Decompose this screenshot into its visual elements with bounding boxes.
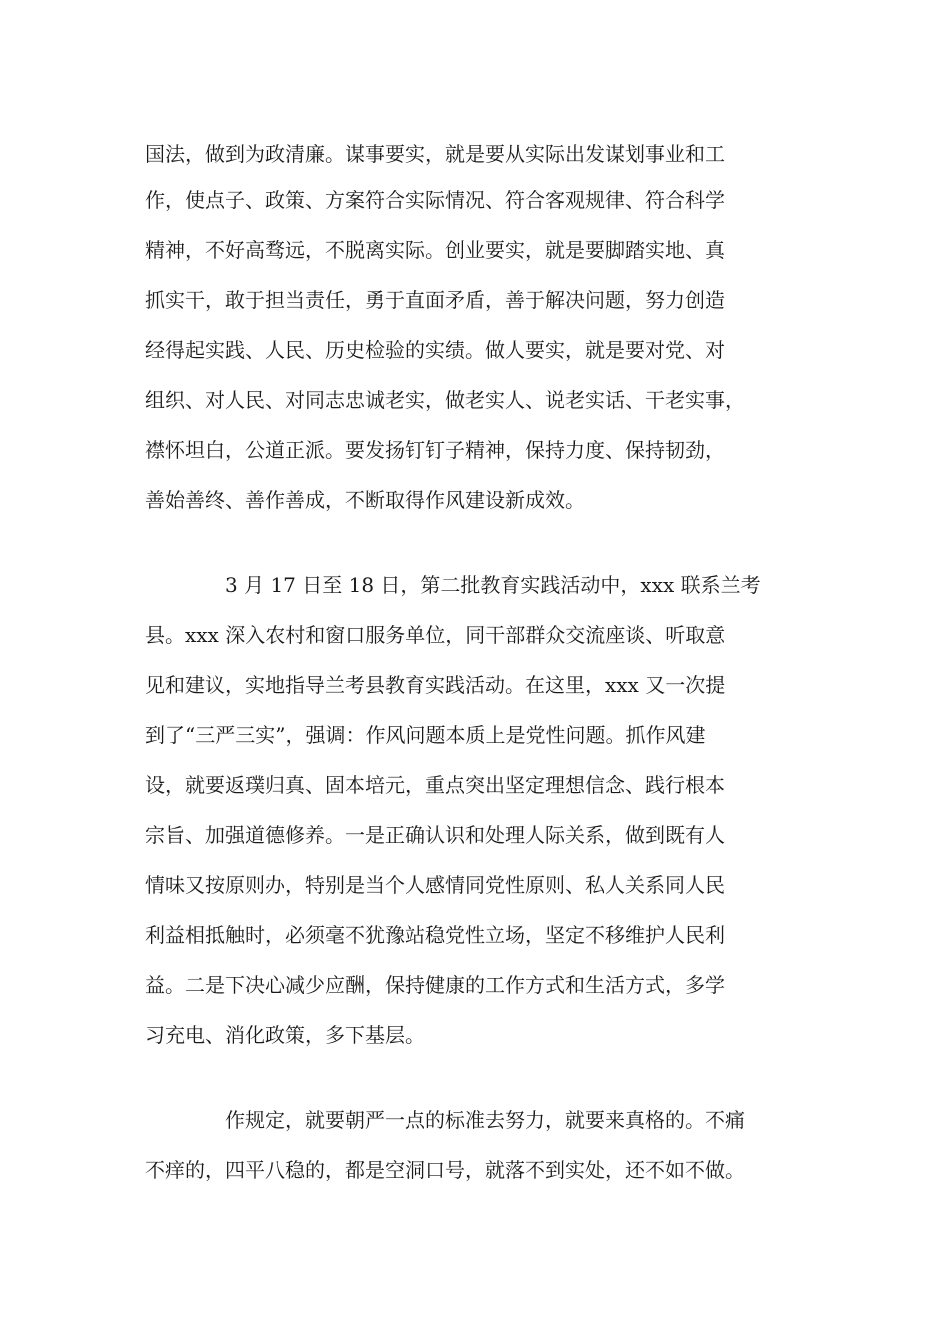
paragraph-2-line-7: 情味又按原则办，特别是当个人感情同党性原则、私人关系同人民	[145, 873, 725, 897]
paragraph-1-line-7: 襟怀坦白，公道正派。要发扬钉钉子精神，保持力度、保持韧劲，	[145, 438, 725, 462]
paragraph-2-line-1: 3 月 17 日至 18 日，第二批教育实践活动中，xxx 联系兰考	[225, 573, 761, 597]
paragraph-1-line-8: 善始善终、善作善成，不断取得作风建设新成效。	[145, 488, 585, 512]
paragraph-3-line-1: 作规定，就要朝严一点的标准去努力，就要来真格的。不痛	[225, 1108, 745, 1132]
paragraph-1-line-6: 组织、对人民、对同志忠诚老实，做老实人、说老实话、干老实事，	[145, 388, 745, 412]
paragraph-1-line-5: 经得起实践、人民、历史检验的实绩。做人要实，就是要对党、对	[145, 338, 725, 362]
paragraph-3-line-2: 不痒的，四平八稳的，都是空洞口号，就落不到实处，还不如不做。	[145, 1158, 745, 1182]
paragraph-2-line-9: 益。二是下决心减少应酬，保持健康的工作方式和生活方式，多学	[145, 973, 725, 997]
paragraph-2-line-6: 宗旨、加强道德修养。一是正确认识和处理人际关系，做到既有人	[145, 823, 725, 847]
paragraph-1-line-3: 精神，不好高骛远，不脱离实际。创业要实，就是要脚踏实地、真	[145, 238, 725, 262]
paragraph-1-line-4: 抓实干，敢于担当责任，勇于直面矛盾，善于解决问题，努力创造	[145, 288, 725, 312]
paragraph-2-line-2: 县。xxx 深入农村和窗口服务单位，同干部群众交流座谈、听取意	[145, 623, 726, 647]
paragraph-1-line-2: 作，使点子、政策、方案符合实际情况、符合客观规律、符合科学	[145, 188, 725, 212]
paragraph-2-line-10: 习充电、消化政策，多下基层。	[145, 1023, 425, 1047]
paragraph-1-line-1: 国法，做到为政清廉。谋事要实，就是要从实际出发谋划事业和工	[145, 142, 725, 166]
paragraph-2-line-5: 设，就要返璞归真、固本培元，重点突出坚定理想信念、践行根本	[145, 773, 725, 797]
paragraph-2-line-8: 利益相抵触时，必须毫不犹豫站稳党性立场，坚定不移维护人民利	[145, 923, 725, 947]
paragraph-2-line-4: 到了“三严三实”，强调：作风问题本质上是党性问题。抓作风建	[145, 723, 706, 747]
paragraph-2-line-3: 见和建议，实地指导兰考县教育实践活动。在这里，xxx 又一次提	[145, 673, 726, 697]
